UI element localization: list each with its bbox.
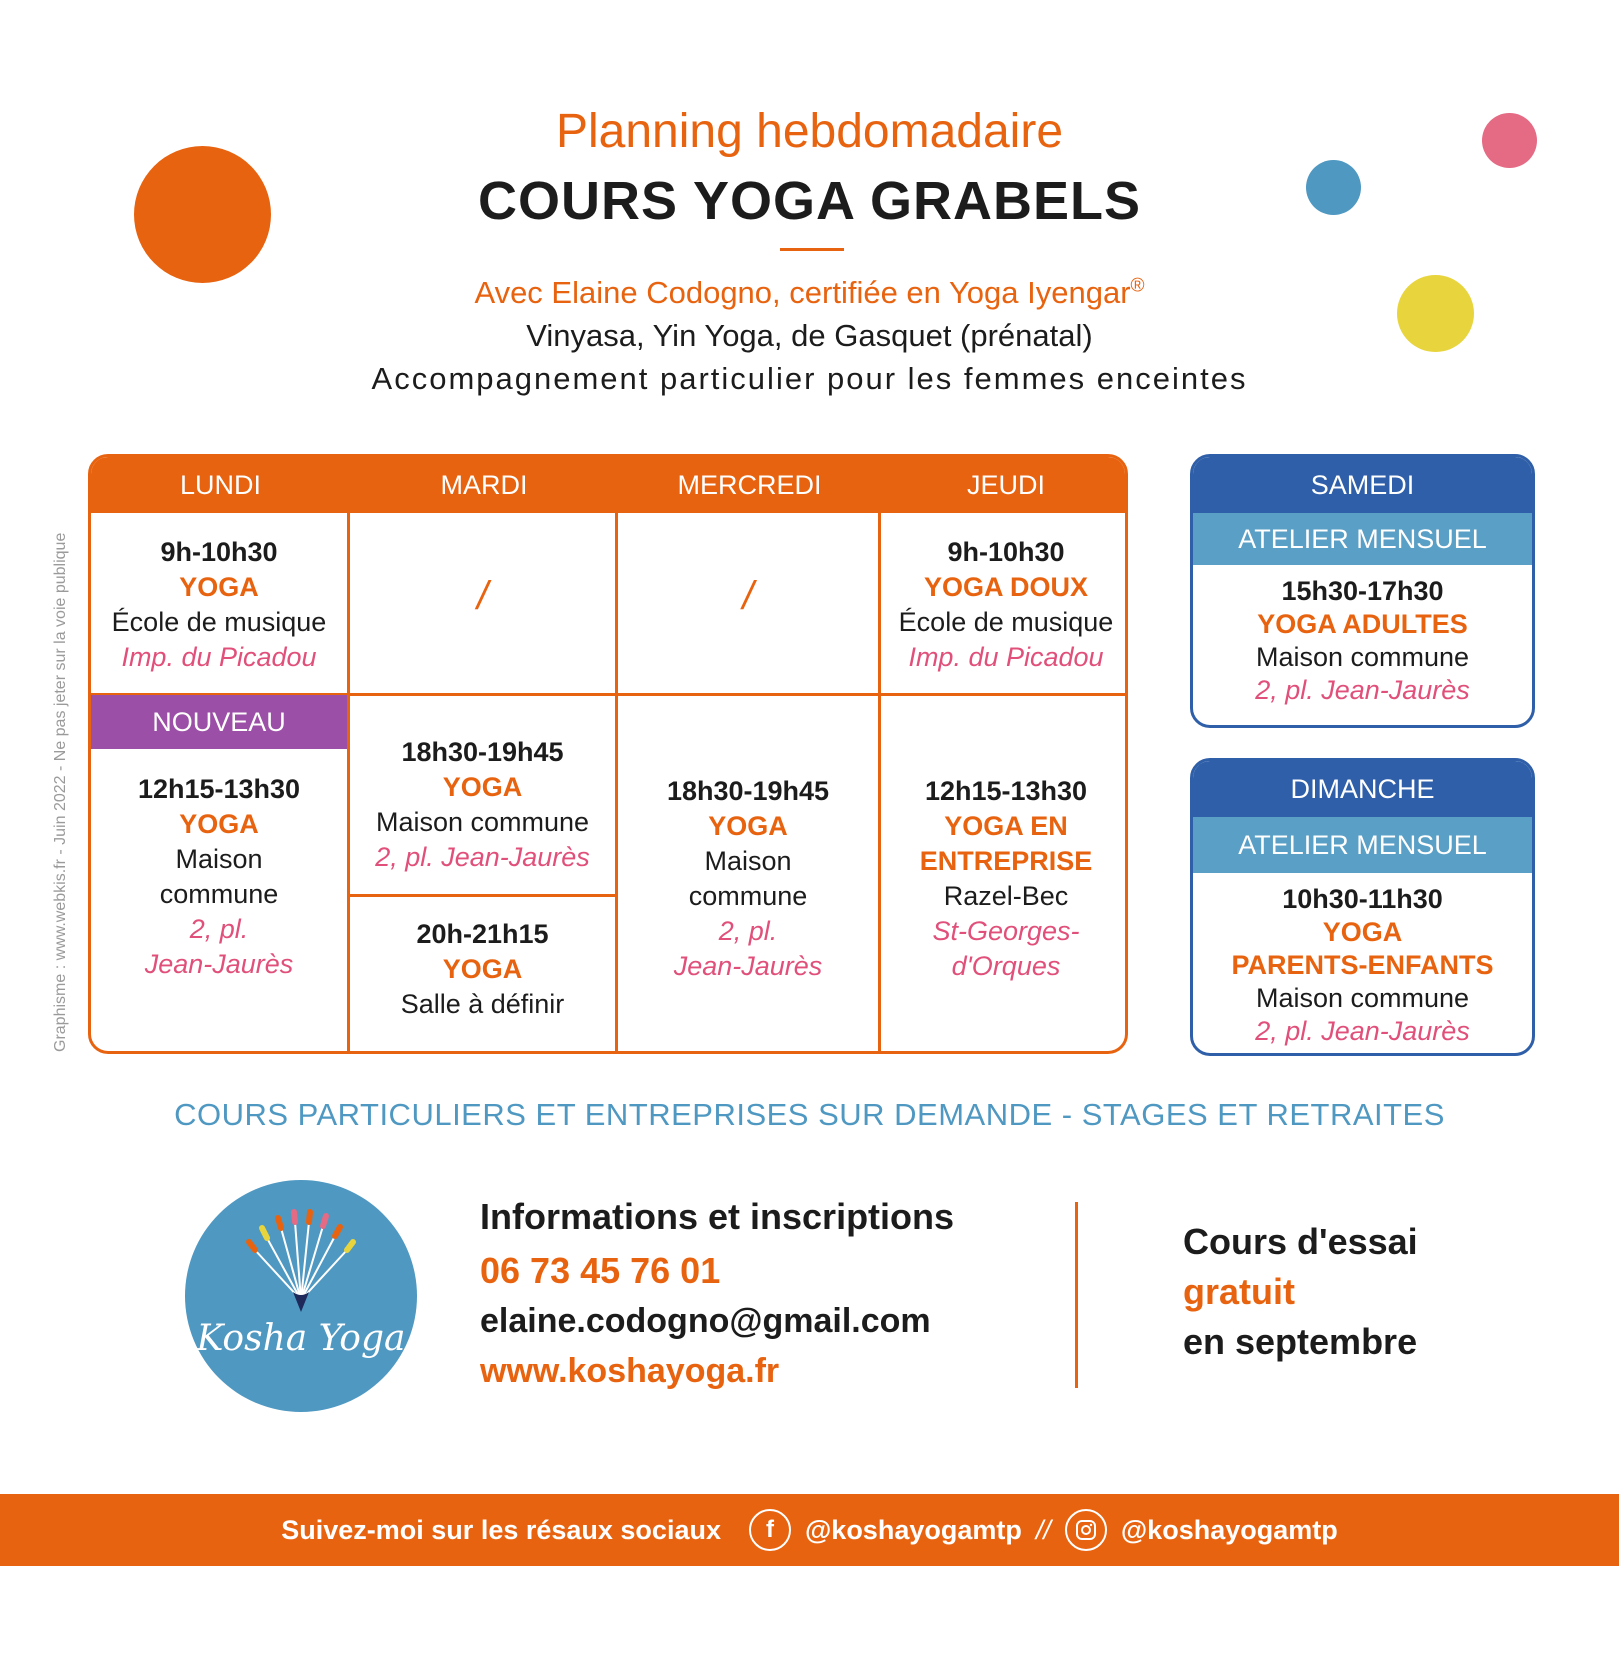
slot-address: 2, pl. [189,914,249,944]
slot-jeudi-midi [881,774,1128,984]
lotus-fan-icon [185,1180,417,1412]
slot-mercredi-empty: / [742,574,754,618]
slot-address: 2, pl. Jean-Jaurès [1255,675,1470,705]
day-header-mardi: MARDI [350,457,618,513]
slot-time: 18h30-19h45 [401,737,564,767]
weekly-schedule [88,454,1128,1054]
slot-mercredi-soir [618,774,878,984]
slot-time: 12h15-13h30 [137,774,301,804]
facebook-handle[interactable]: @koshayogamtp [804,1514,1022,1545]
slot-place: École de musique [898,607,1114,637]
instagram-icon[interactable] [1065,1509,1107,1551]
slot-place: Maison [175,844,263,874]
slot-time: 20h-21h15 [416,919,549,949]
dimanche-card [1190,758,1535,1056]
slot-mardi-soir2 [350,917,615,1022]
styles-line: Vinyasa, Yin Yoga, de Gasquet (prénatal) [526,318,1093,353]
slot-time: 18h30-19h45 [666,776,830,806]
facebook-icon[interactable]: f [749,1509,791,1551]
slot-mardi-empty: / [476,574,489,618]
slot-class: YOGA EN [944,811,1068,841]
row-divider [347,894,617,897]
day-header-mercredi: MERCREDI [618,457,881,513]
instagram-handle[interactable]: @koshayogamtp [1120,1514,1338,1545]
page-title: COURS YOGA GRABELS [477,171,1142,231]
slot-time: 9h-10h30 [160,537,278,567]
slot-address: 2, pl. [718,916,778,946]
logo-text: Kosha Yoga [196,1318,406,1359]
trial-line-2: gratuit [1183,1271,1295,1312]
slot-address: 2, pl. Jean-Jaurès [1255,1016,1470,1046]
slot-place: Maison [704,846,792,876]
slot-place: Maison commune [375,807,590,837]
instagram-glyph [1075,1519,1097,1541]
slot-mardi-soir1 [350,735,615,875]
samedi-subheader: ATELIER MENSUEL [1193,513,1532,565]
contact-phone[interactable]: 06 73 45 76 01 [480,1250,721,1291]
slot-place: commune [159,879,279,909]
teacher-line: Avec Elaine Codogno, certifiée en Yoga Iyengar® [474,275,1145,310]
contact-email[interactable]: elaine.codogno@gmail.com [480,1302,931,1340]
trial-line-3: en septembre [1183,1321,1418,1362]
slot-time: 15h30-17h30 [1281,576,1444,606]
slot-jeudi-morning [881,535,1128,675]
slot-class: PARENTS-ENFANTS [1231,950,1494,980]
slot-address: St-Georges- [932,916,1080,946]
footer-separator: // [1035,1514,1051,1545]
slot-class: ENTREPRISE [919,846,1093,876]
kosha-yoga-logo [185,1180,417,1412]
slot-class: YOGA DOUX [923,572,1089,602]
samedi-card [1190,454,1535,728]
slot-address: Imp. du Picadou [908,642,1104,672]
trial-line-1: Cours d'essai [1183,1221,1418,1262]
slot-place: Maison commune [1255,642,1470,672]
slot-address: Jean-Jaurès [673,951,823,981]
slot-time: 12h15-13h30 [924,776,1088,806]
slot-address: 2, pl. Jean-Jaurès [375,842,590,872]
follow-text: Suivez-moi sur les résaux sociaux [281,1514,721,1545]
day-header-lundi: LUNDI [91,457,350,513]
dimanche-subheader: ATELIER MENSUEL [1193,817,1532,873]
contact-website-link[interactable]: www.koshayoga.fr [480,1352,780,1390]
slot-time: 9h-10h30 [947,537,1065,567]
slot-address: Jean-Jaurès [144,949,294,979]
credits-vertical: Graphisme : www.webkis.fr - Juin 2022 - Ne pas jeter sur la voie publique [52,532,69,1052]
samedi-header: SAMEDI [1193,457,1532,513]
contact-divider [1075,1202,1078,1388]
slot-class: YOGA [179,572,259,602]
page-subtitle: Planning hebdomadaire [555,105,1064,158]
dimanche-header: DIMANCHE [1193,761,1532,817]
slot-place: Salle à définir [400,989,565,1019]
slot-class: YOGA [179,809,259,839]
slot-lundi-midi [91,772,347,982]
slot-lundi-morning [91,535,347,675]
note-line: Accompagnement particulier pour les femmes enceintes [371,361,1248,396]
slot-time: 10h30-11h30 [1282,884,1443,914]
slot-class: YOGA [1322,917,1403,947]
contact-title: Informations et inscriptions [480,1196,955,1237]
slot-class: YOGA [442,954,523,984]
social-footer [0,1494,1619,1566]
slot-class: YOGA [708,811,788,841]
slot-place: commune [688,881,808,911]
slot-address: Imp. du Picadou [121,642,317,672]
slot-place: Razel-Bec [943,881,1069,911]
day-header-jeudi: JEUDI [881,457,1128,513]
title-divider [780,248,844,251]
slot-address: d'Orques [951,951,1061,981]
slot-place: École de musique [111,607,327,637]
new-badge: NOUVEAU [91,695,347,749]
services-tagline: COURS PARTICULIERS ET ENTREPRISES SUR DEMANDE - STAGES ET RETRAITES [174,1097,1445,1132]
slot-class: YOGA [442,772,523,802]
slot-class: YOGA ADULTES [1257,609,1468,639]
slot-place: Maison commune [1255,983,1470,1013]
